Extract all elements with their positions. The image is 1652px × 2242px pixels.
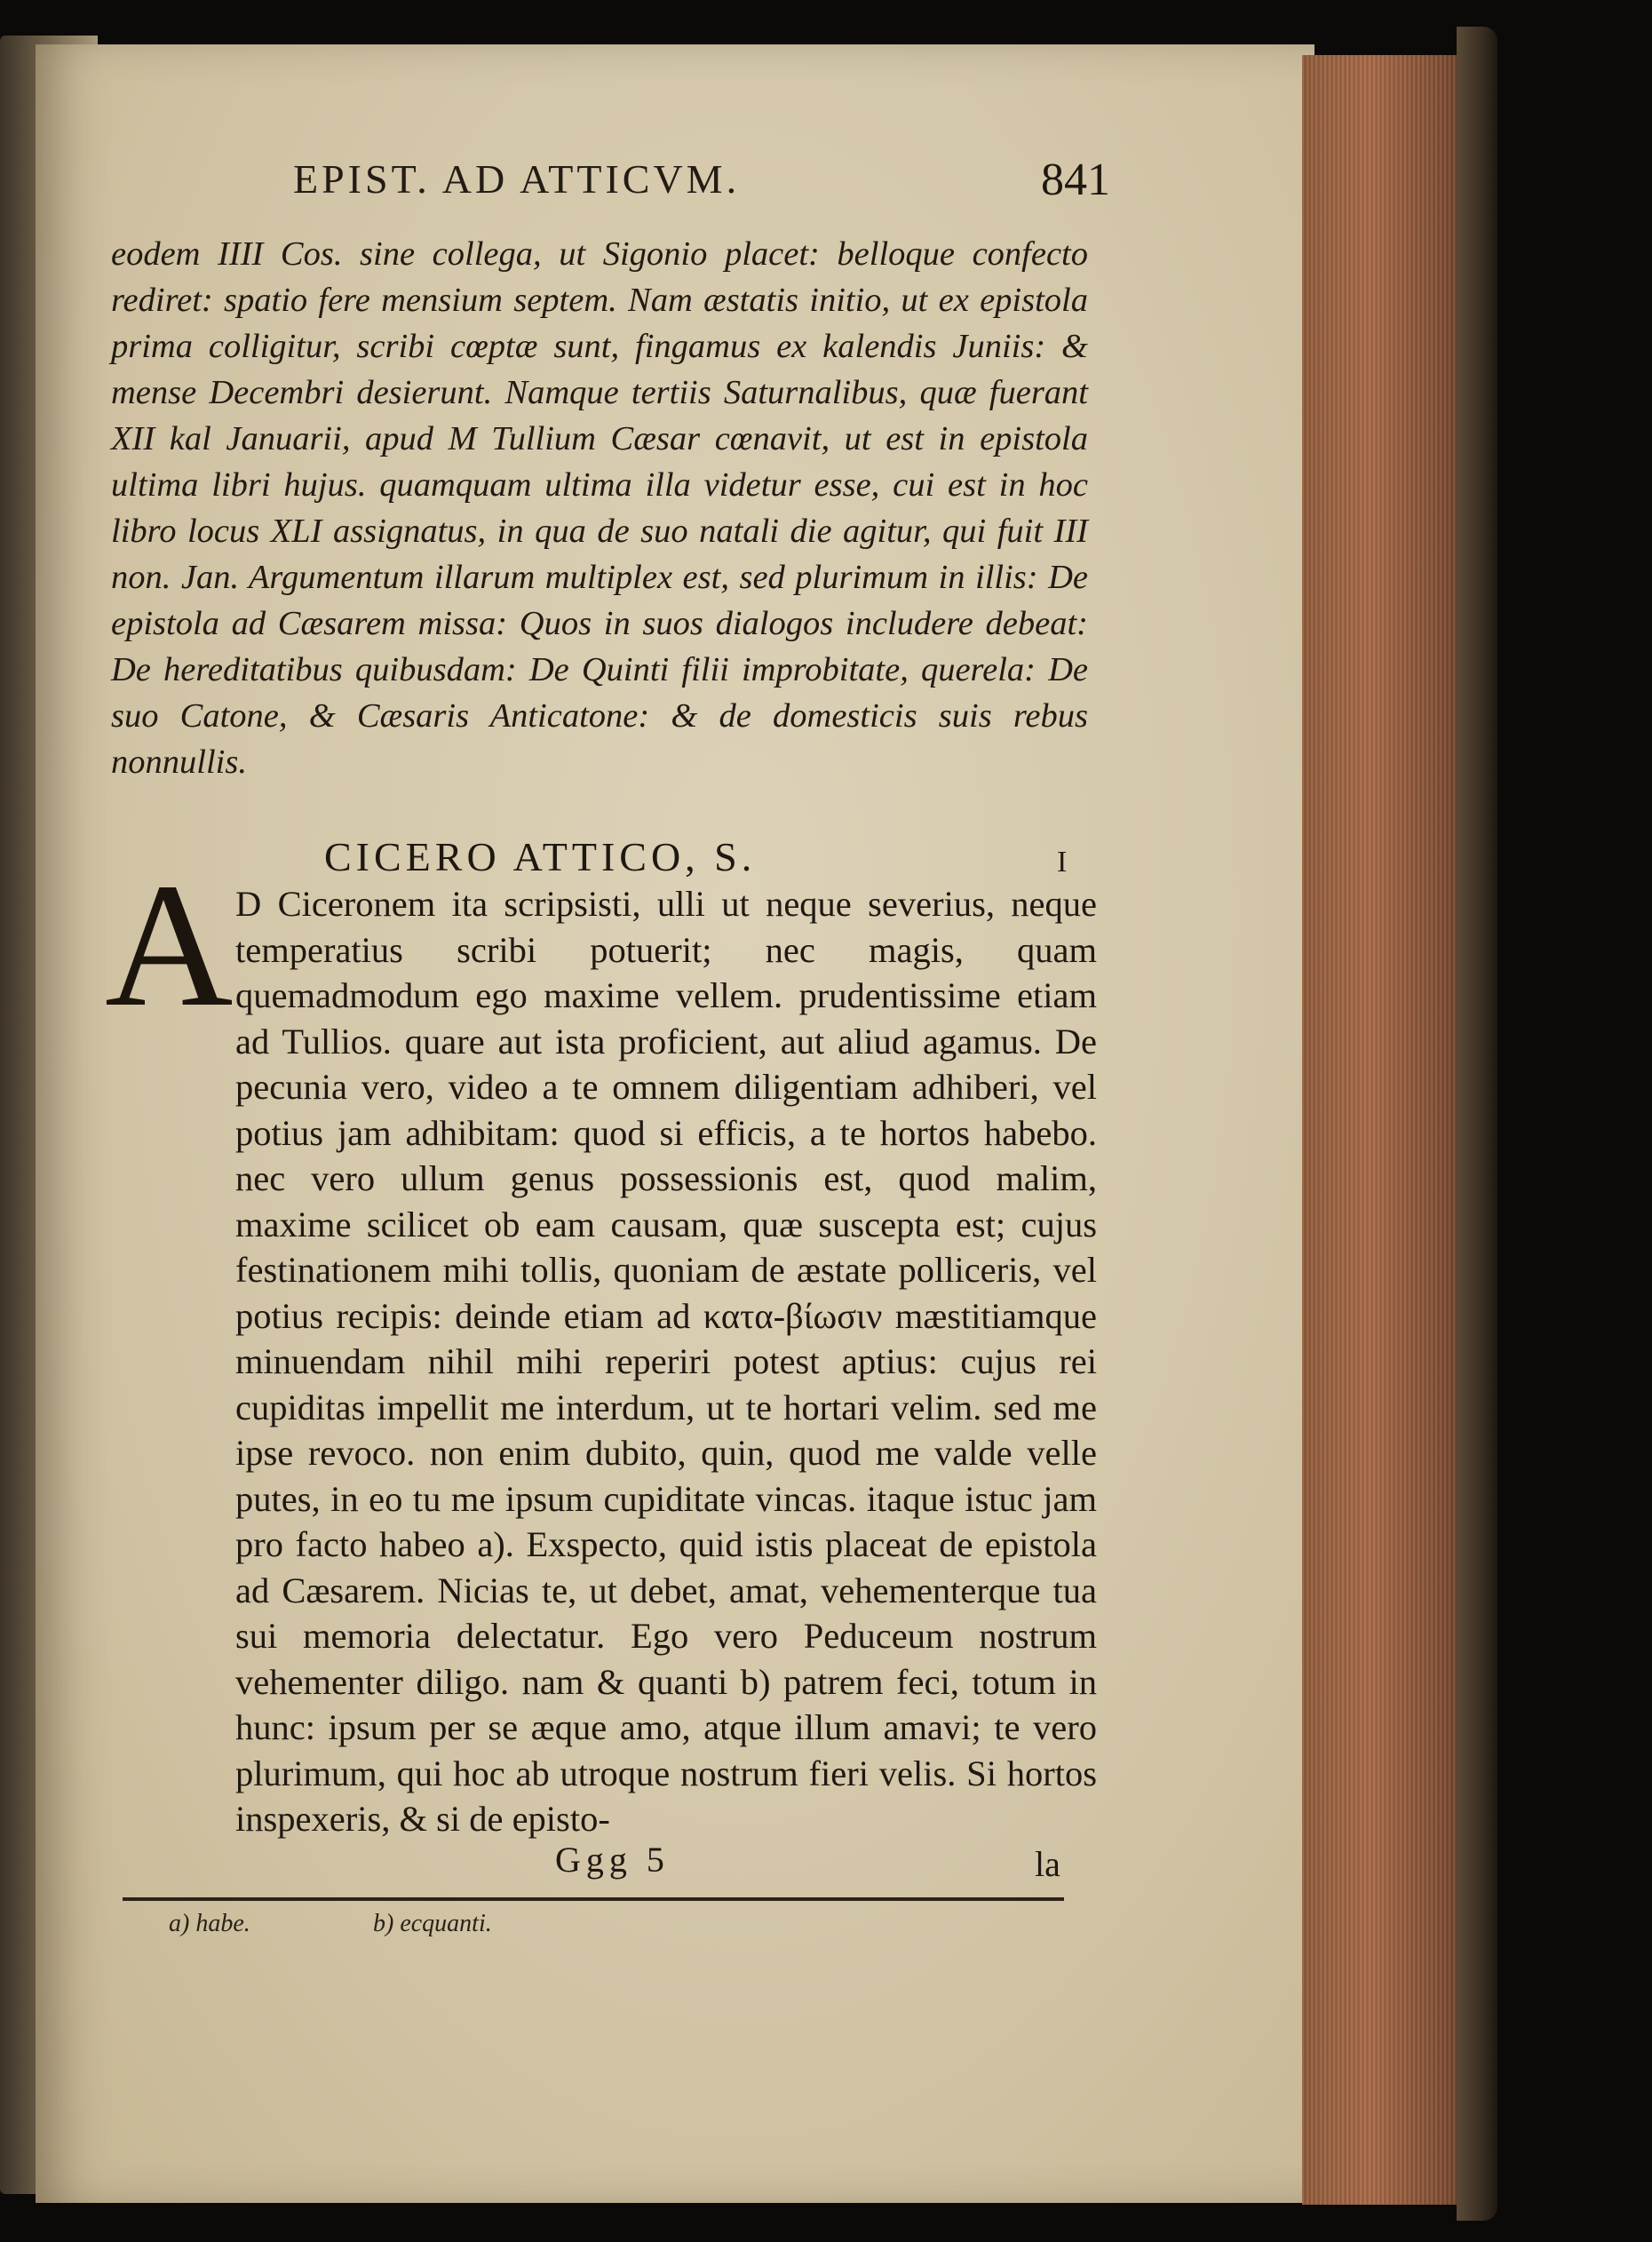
page-header	[293, 155, 1110, 218]
footnote-b: b) ecquanti.	[373, 1910, 492, 1937]
catchword: la	[1035, 1844, 1060, 1884]
footnote-rule	[123, 1897, 1064, 1901]
letter-number: I	[1057, 846, 1068, 879]
page-number: 841	[1041, 155, 1110, 205]
letter-body	[111, 881, 1097, 1842]
argument-paragraph: eodem IIII Cos. sine collega, ut Sigonio placet: belloque confecto rediret: spatio fere mensium septem. Nam æstatis initio, ut ex epistola prima colligitur, scribi cœptæ sunt, fingamus ex kalendis Juniis: & mense Decembri desierunt. Namque tertiis Saturnalibus, quæ fuerant XII kal Januarii, apud M Tullium Cæsar cœnavit, ut est in epistola ultima libri hujus. quamquam ultima illa videtur esse, cui est in hoc libro locus XLI assignatus, in qua de suo natali die agitur, qui fuit III non. Jan. Argumentum illarum multiplex est, sed plurimum in illis: De epistola ad Cæsarem missa: Quos in suos dialogos includere debeat: De hereditatibus quibusdam: De Quinti filii improbitate, querela: De suo Catone, & Cæsaris Anticatone: & de domesticis suis rebus nonnullis.	[111, 235, 1088, 781]
letter-heading: CICERO ATTICO, S.	[324, 834, 757, 879]
footnote-a: a) habe.	[169, 1910, 250, 1937]
running-head: EPIST. AD ATTICVM.	[293, 156, 741, 202]
signature-mark: Ggg 5	[555, 1840, 670, 1880]
letter-text: D Ciceronem ita scripsisti, ulli ut neque severius, neque temperatius scribi potuerit; nec magis, quam quemadmodum ego maxime vellem. prudentissime etiam ad Tullios. quare aut ista proficient, aut aliud agamus. De pecunia vero, video a te omnem diligentiam adhiberi, vel potius jam adhibitam: quod si efficis, a te hortos habebo. nec vero ullum genus possessionis est, quod malim, maxime scilicet ob eam causam, quæ suscepta est; cujus festinationem mihi tollis, quoniam de æstate polliceris, vel potius recipis: deinde etiam ad κατα-βίωσιν mæstitiamque minuendam nihil mihi reperiri potest aptius: cujus rei cupiditas impellit me interdum, ut te hortari velim. sed me ipse revoco. non enim dubito, quin, quod me valde velle putes, in eo tu me ipsum cupiditate vincas. itaque istuc jam pro facto habeo a). Exspecto, quid istis placeat de epistola ad Cæsarem. Nicias te, ut debet, amat, vehementerque tua sui memoria delectatur. Ego vero Peduceum nostrum vehementer diligo. nam & quanti b) patrem feci, totum in hunc: ipsum per se æque amo, atque illum amavi; te vero plurimum, qui hoc ab utroque nostrum fieri velis. Si hortos inspexeris, & si de episto-	[235, 884, 1097, 1839]
book-binding	[1457, 27, 1497, 2221]
drop-cap-initial: A	[105, 847, 234, 1044]
footnotes	[169, 1910, 968, 1945]
